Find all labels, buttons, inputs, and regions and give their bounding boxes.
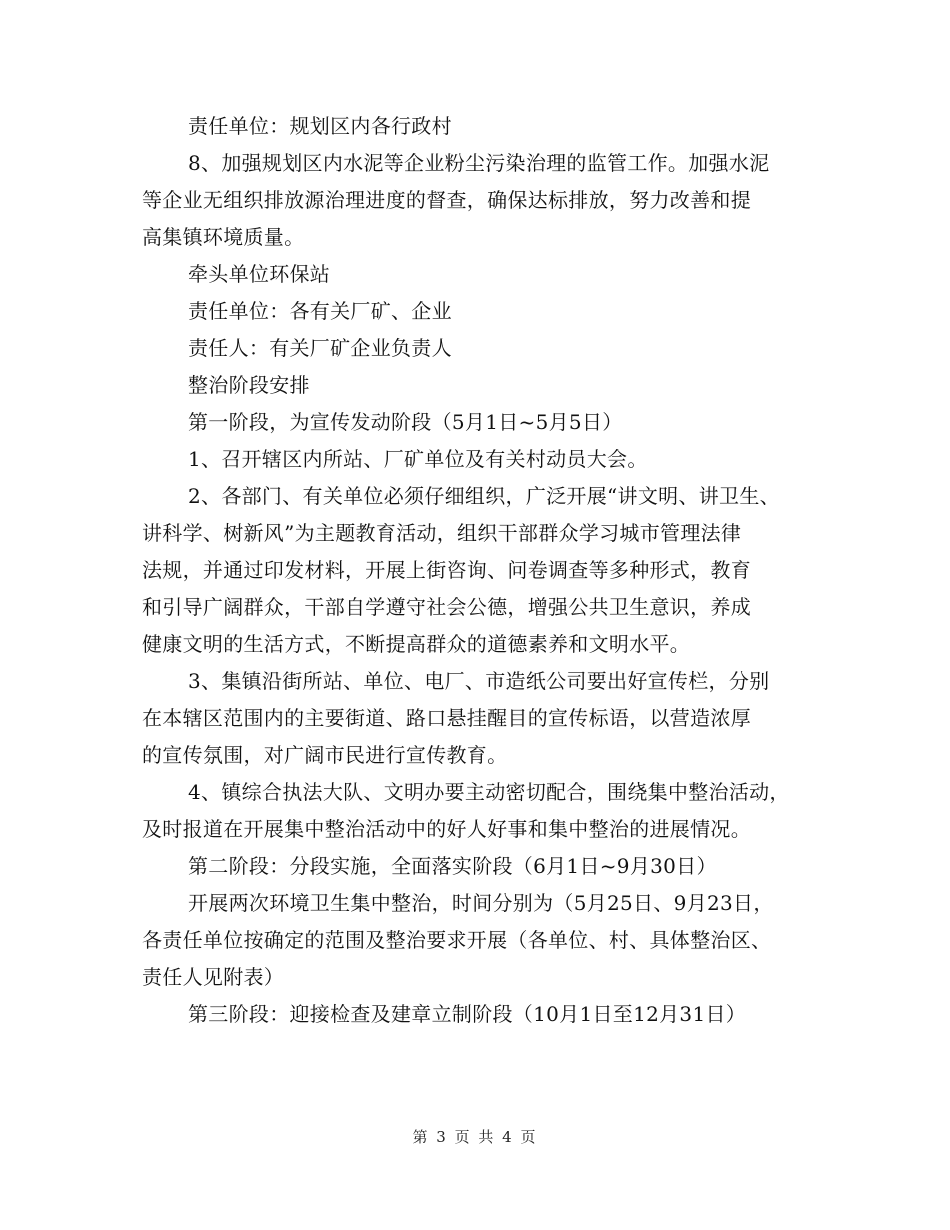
text-line: 责任人：有关厂矿企业负责人 bbox=[188, 336, 452, 360]
text-line: 4、镇综合执法大队、文明办要主动密切配合，围绕集中整治活动， bbox=[188, 780, 790, 804]
text-line: 及时报道在开展集中整治活动中的好人好事和集中整治的进展情况。 bbox=[142, 817, 751, 841]
text-line: 责任单位：各有关厂矿、企业 bbox=[188, 299, 452, 323]
text-line: 讲科学、树新风”为主题教育活动，组织干部群众学习城市管理法律 bbox=[142, 521, 742, 545]
text-line: 法规，并通过印发材料，开展上街咨询、问卷调查等多种形式，教育 bbox=[142, 558, 751, 582]
text-line: 整治阶段安排 bbox=[188, 373, 310, 397]
text-line: 开展两次环境卫生集中整治，时间分别为（5月25日、9月23日， bbox=[188, 891, 774, 915]
text-line: 等企业无组织排放源治理进度的督查，确保达标排放，努力改善和提 bbox=[142, 188, 751, 212]
text-line: 责任人见附表） bbox=[142, 965, 285, 989]
text-line: 高集镇环境质量。 bbox=[142, 225, 305, 249]
text-line: 1、召开辖区内所站、厂矿单位及有关村动员大会。 bbox=[188, 447, 648, 471]
text-line: 各责任单位按确定的范围及整治要求开展（各单位、村、具体整治区、 bbox=[142, 928, 772, 952]
text-line: 2、各部门、有关单位必须仔细组织，广泛开展“讲文明、讲卫生、 bbox=[188, 484, 780, 508]
text-line: 健康文明的生活方式，不断提高群众的道德素养和文明水平。 bbox=[142, 632, 691, 656]
text-line: 在本辖区范围内的主要街道、路口悬挂醒目的宣传标语，以营造浓厚 bbox=[142, 706, 751, 730]
text-line: 3、集镇沿街所站、单位、电厂、市造纸公司要出好宣传栏，分别 bbox=[188, 669, 770, 693]
text-line: 的宣传氛围，对广阔市民进行宣传教育。 bbox=[142, 743, 508, 767]
text-line: 牵头单位环保站 bbox=[188, 262, 331, 286]
text-line: 第三阶段：迎接检查及建章立制阶段（10月1日至12月31日） bbox=[188, 1002, 747, 1026]
text-line: 和引导广阔群众，干部自学遵守社会公德，增强公共卫生意识，养成 bbox=[142, 595, 751, 619]
text-line: 第一阶段，为宣传发动阶段（5月1日~5月5日） bbox=[188, 410, 623, 434]
text-line: 第二阶段：分段实施，全面落实阶段（6月1日~9月30日） bbox=[188, 854, 717, 878]
page-number-footer: 第 3 页 共 4 页 bbox=[412, 1128, 538, 1146]
text-line: 责任单位：规划区内各行政村 bbox=[188, 114, 452, 138]
text-line: 8、加强规划区内水泥等企业粉尘污染治理的监管工作。加强水泥 bbox=[188, 151, 770, 175]
